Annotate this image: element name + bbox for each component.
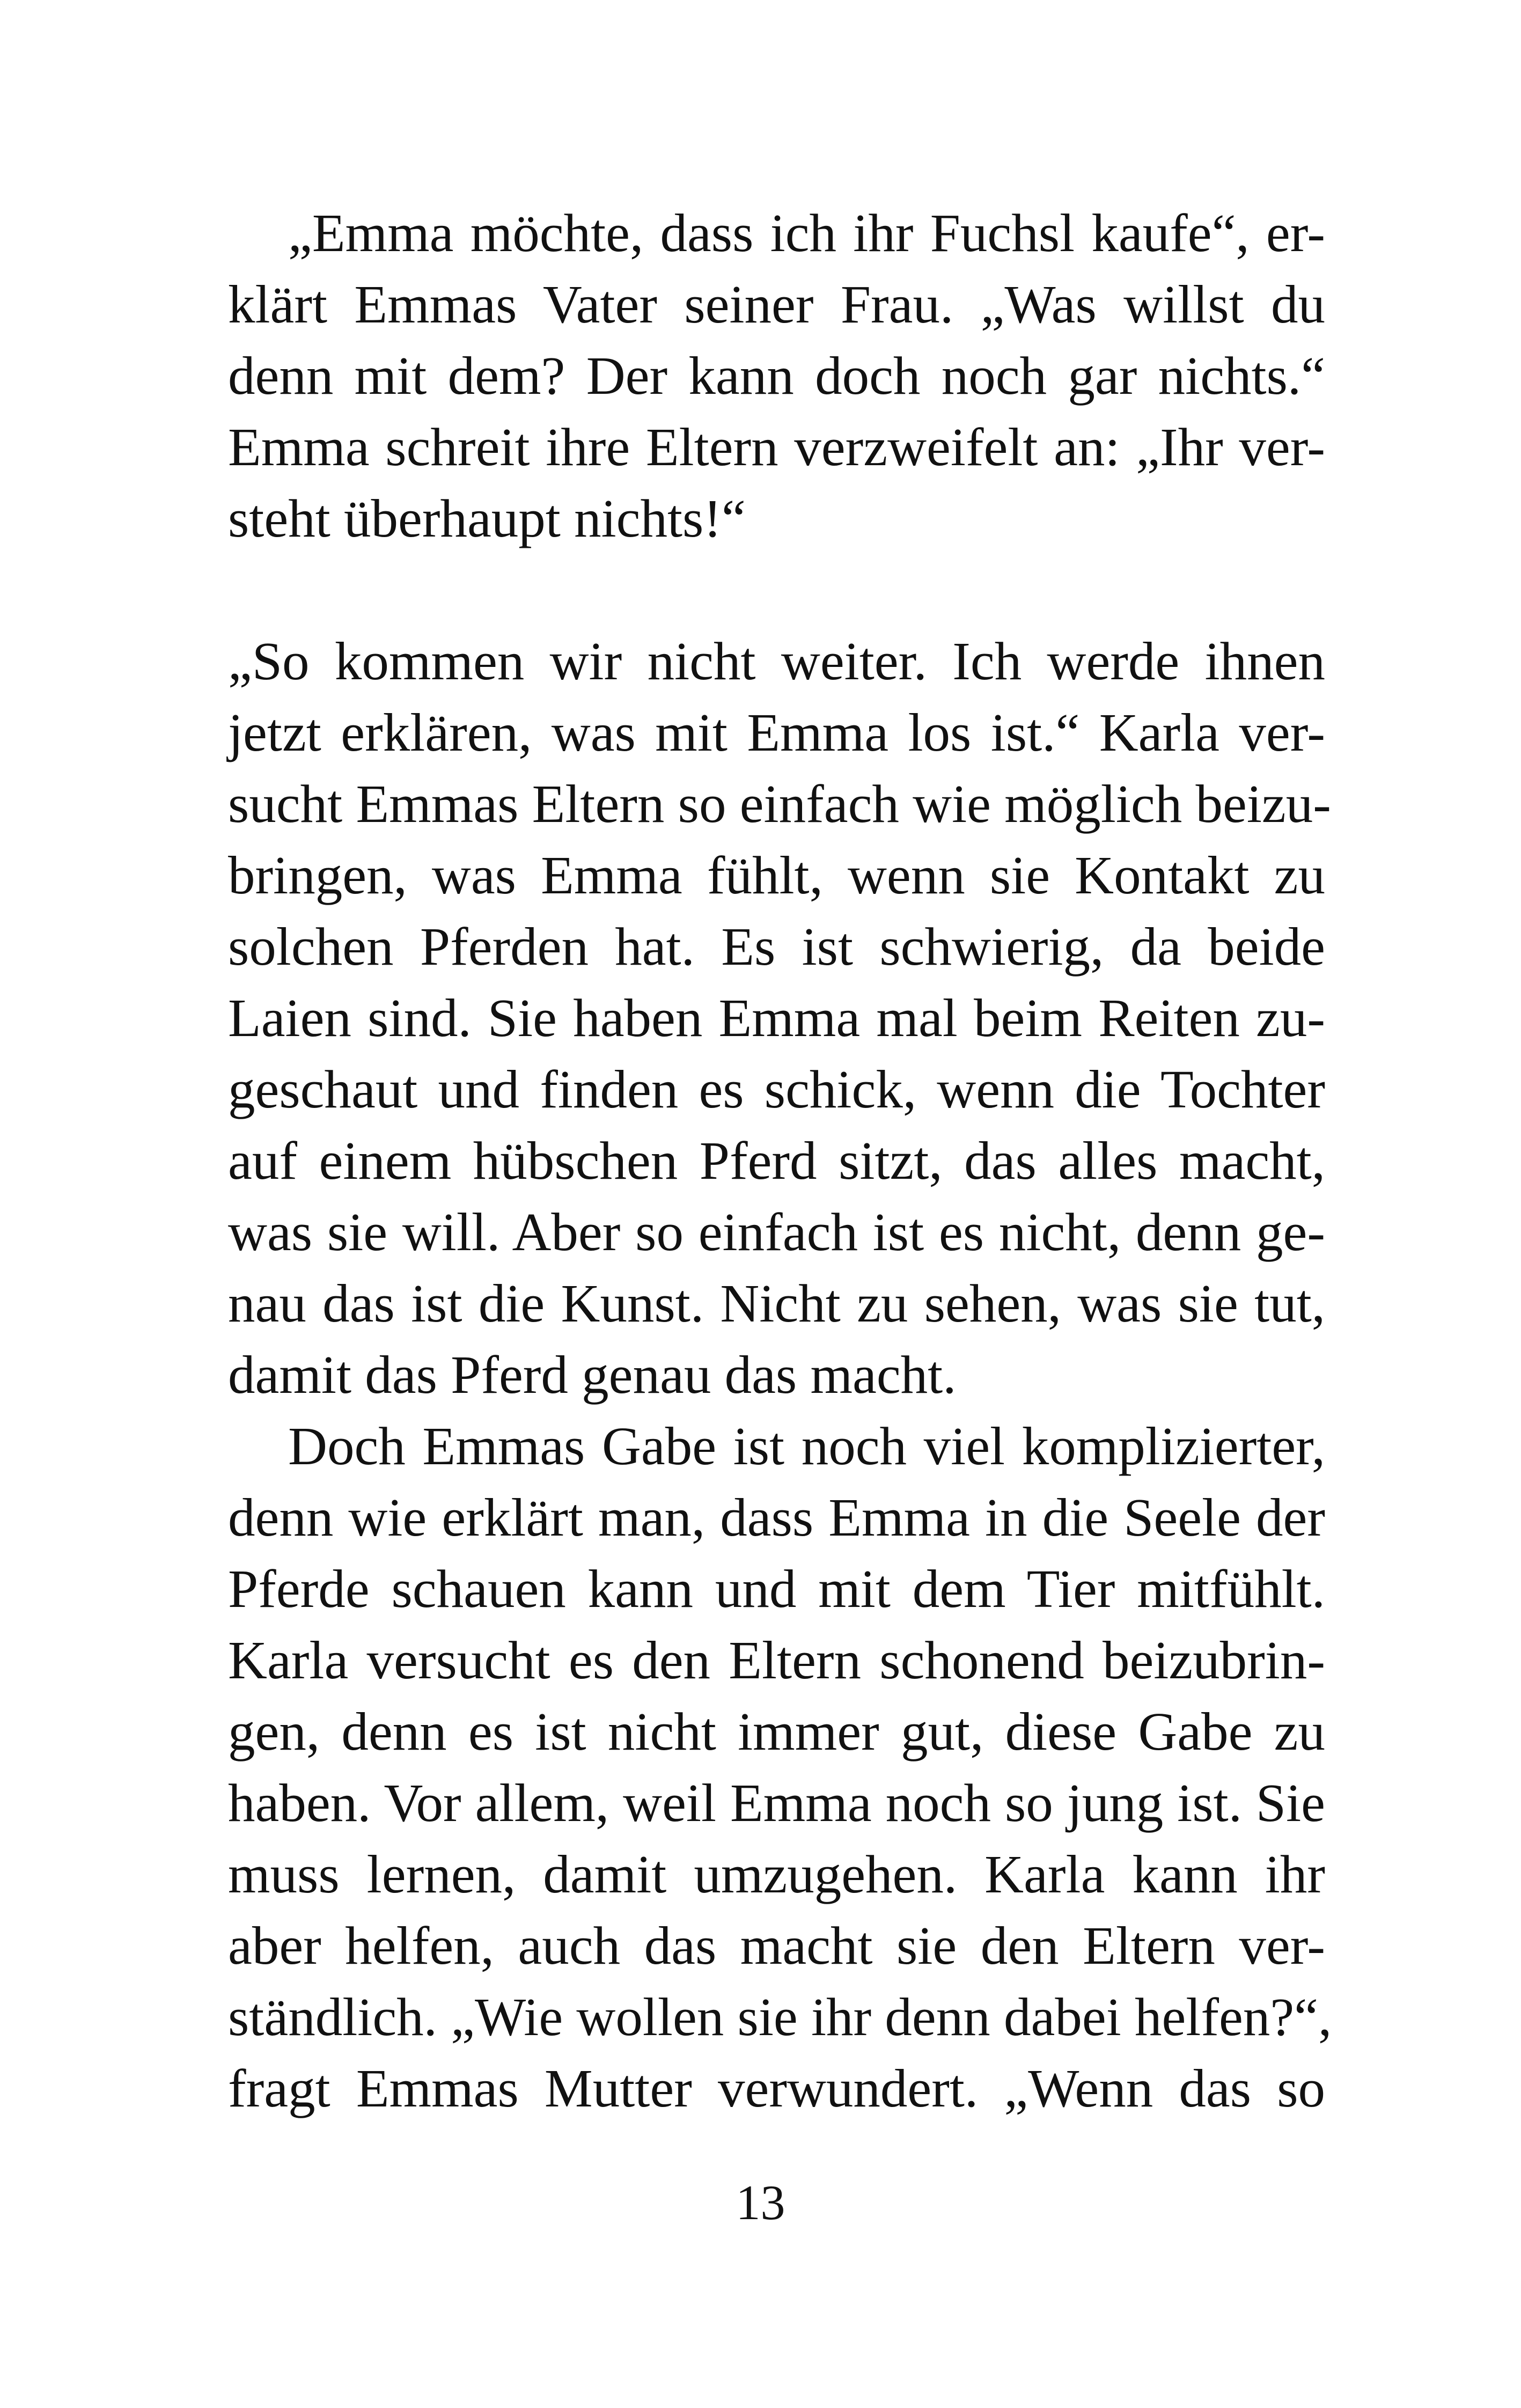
text-line: geschaut und finden es schick, wenn die Tochter	[228, 1059, 1325, 1119]
page-number: 13	[736, 2175, 785, 2230]
text-line: nau das ist die Kunst. Nicht zu sehen, was sie tut,	[228, 1273, 1325, 1333]
text-line: gen, denn es ist nicht immer gut, diese Gabe zu	[228, 1701, 1325, 1761]
text-line: bringen, was Emma fühlt, wenn sie Kontakt zu	[228, 845, 1325, 905]
text-line: auf einem hübschen Pferd sitzt, das alles macht,	[228, 1130, 1325, 1191]
text-line: aber helfen, auch das macht sie den Eltern ver-	[228, 1915, 1325, 1976]
text-line: solchen Pferden hat. Es ist schwierig, da beide	[228, 916, 1325, 977]
text-line: jetzt erklären, was mit Emma los ist.“ Karla ver-	[228, 702, 1325, 762]
text-line: sucht Emmas Eltern so einfach wie möglich beizu-	[228, 774, 1331, 834]
text-line: was sie will. Aber so einfach ist es nicht, denn ge-	[228, 1202, 1325, 1262]
text-line: damit das Pferd genau das macht.	[228, 1345, 957, 1405]
text-line: Doch Emmas Gabe ist noch viel komplizierter,	[288, 1416, 1325, 1476]
text-line: denn mit dem? Der kann doch noch gar nichts.“	[228, 346, 1325, 406]
text-line: ständlich. „Wie wollen sie ihr denn dabei helfen?“,	[228, 1987, 1332, 2047]
body-text	[228, 197, 1332, 2124]
text-line: haben. Vor allem, weil Emma noch so jung ist. Sie	[228, 1773, 1325, 1833]
text-line: denn wie erklärt man, dass Emma in die Seele der	[228, 1487, 1325, 1547]
text-line: steht überhaupt nichts!“	[228, 488, 746, 548]
text-line: Pferde schauen kann und mit dem Tier mitfühlt.	[228, 1559, 1325, 1619]
text-line: „So kommen wir nicht weiter. Ich werde ihnen	[228, 631, 1325, 691]
text-line: klärt Emmas Vater seiner Frau. „Was willst du	[228, 274, 1325, 334]
text-line: Emma schreit ihre Eltern verzweifelt an: „Ihr ver-	[228, 417, 1325, 477]
text-line: muss lernen, damit umzugehen. Karla kann ihr	[228, 1844, 1325, 1904]
text-line: Karla versucht es den Eltern schonend beizubrin-	[228, 1630, 1325, 1690]
text-line: „Emma möchte, dass ich ihr Fuchsl kaufe“, er-	[288, 203, 1325, 263]
text-line: fragt Emmas Mutter verwundert. „Wenn das so	[228, 2058, 1325, 2118]
text-line: Laien sind. Sie haben Emma mal beim Reiten zu-	[228, 988, 1325, 1048]
